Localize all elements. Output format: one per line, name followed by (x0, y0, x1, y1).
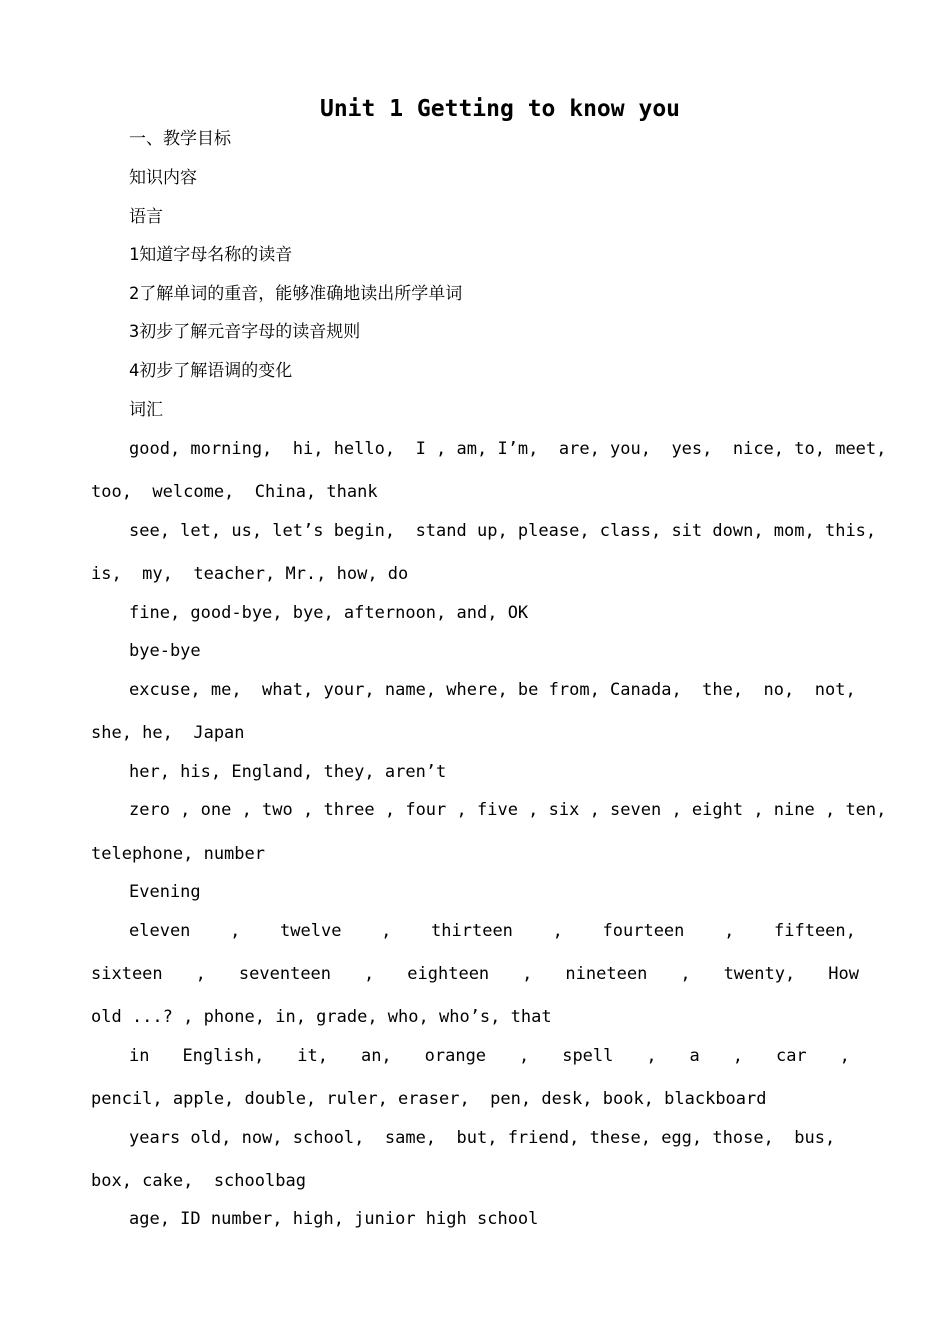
vocab-word: twenty, (723, 964, 796, 984)
vocab-line: age, ID number, high, junior high school (129, 1209, 539, 1229)
vocab-word: an, (360, 1046, 392, 1066)
vocab-line: her, his, England, they, aren’t (129, 762, 447, 782)
vocab-line: box, cake, schoolbag (91, 1171, 306, 1191)
vocab-word: , (230, 921, 241, 941)
vocab-line: see, let, us, let’s begin, stand up, please, class, sit down, mom, this, (129, 521, 877, 541)
vocab-word: thirteen (431, 921, 513, 941)
vocab-word: fourteen (602, 921, 685, 941)
vocab-line: telephone, number (91, 844, 265, 864)
vocab-line (91, 963, 859, 985)
vocab-word: it, (297, 1046, 328, 1066)
vocab-word: , (519, 1046, 530, 1066)
list-item: 1知道字母名称的读音 (129, 245, 293, 265)
vocab-word: , (646, 1046, 657, 1066)
vocab-word: in (129, 1046, 150, 1066)
vocab-word: , (381, 921, 392, 941)
vocab-word: twelve (280, 921, 342, 941)
vocab-line: fine, good-bye, bye, afternoon, and, OK (129, 603, 529, 623)
vocab-word: sixteen (91, 964, 163, 984)
vocab-word: nineteen (565, 964, 648, 984)
vocab-word: , (552, 921, 563, 941)
vocab-word: , (680, 964, 691, 984)
page-title: Unit 1 Getting to know you (319, 96, 681, 122)
vocab-line: old ...? , phone, in, grade, who, who’s, that (91, 1007, 552, 1027)
subsection-heading: 语言 (129, 207, 163, 227)
vocab-word: , (364, 964, 375, 984)
vocab-word: , (839, 1046, 850, 1066)
vocab-line (129, 920, 856, 942)
vocab-line: years old, now, school, same, but, friend, these, egg, those, bus, (129, 1128, 836, 1148)
list-item: 4初步了解语调的变化 (129, 361, 293, 381)
vocab-word: orange (424, 1046, 487, 1066)
vocab-word: eighteen (407, 964, 490, 984)
vocab-word: , (522, 964, 533, 984)
list-item: 2了解单词的重音，能够准确地读出所学单词 (129, 284, 463, 304)
vocab-line: is, my, teacher, Mr., how, do (91, 564, 409, 584)
vocab-word: , (195, 964, 206, 984)
vocab-line: zero , one , two , three , four , five , six , seven , eight , nine , ten, (129, 800, 887, 820)
vocab-line: pencil, apple, double, ruler, eraser, pen, desk, book, blackboard (91, 1089, 767, 1109)
vocab-word: English, (182, 1046, 265, 1066)
subsection-heading: 知识内容 (129, 168, 197, 188)
vocab-word: fifteen, (774, 921, 856, 941)
vocab-line (129, 1045, 850, 1067)
vocab-line: too, welcome, China, thank (91, 482, 378, 502)
section-heading: 一、教学目标 (129, 129, 231, 149)
vocab-word: a (689, 1046, 700, 1066)
vocab-line: she, he, Japan (91, 723, 245, 743)
list-item: 3初步了解元音字母的读音规则 (129, 322, 361, 342)
vocab-word: , (724, 921, 735, 941)
vocab-word: How (828, 964, 859, 984)
vocab-word: eleven (129, 921, 191, 941)
subsection-heading: 词汇 (129, 400, 163, 420)
vocab-word: , (732, 1046, 743, 1066)
vocab-word: spell (562, 1046, 614, 1066)
vocab-word: car (775, 1046, 807, 1066)
vocab-line: Evening (129, 882, 201, 902)
vocab-line: good, morning, hi, hello, I , am, I’m, are, you, yes, nice, to, meet, (129, 439, 887, 459)
vocab-line: bye-bye (129, 641, 201, 661)
vocab-line: excuse, me, what, your, name, where, be from, Canada, the, no, not, (129, 680, 856, 700)
vocab-word: seventeen (238, 964, 332, 984)
